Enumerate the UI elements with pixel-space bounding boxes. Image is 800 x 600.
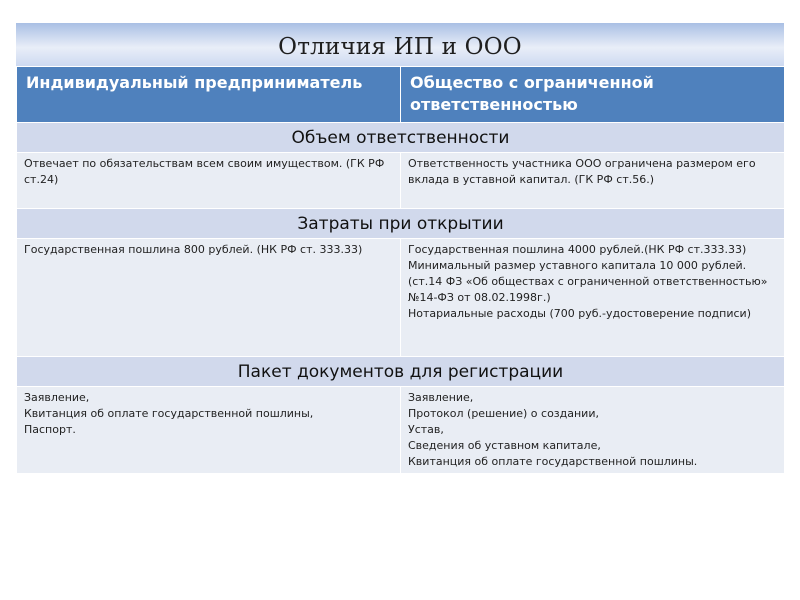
section-row-documents <box>17 357 785 387</box>
table-row-documents <box>17 387 785 474</box>
section-row-liability <box>17 123 785 153</box>
cell-liability-llc: Ответственность участника ООО ограничена размером его вклада в уставной капитал. (ГК РФ ст.56.) <box>401 153 785 209</box>
section-row-costs <box>17 209 785 239</box>
cell-costs-sole-proprietor: Государственная пошлина 800 рублей. (НК РФ ст. 333.33) <box>17 239 401 357</box>
section-title-documents: Пакет документов для регистрации <box>17 357 785 387</box>
header-llc: Общество с ограниченной ответственностью <box>401 67 785 123</box>
table-row-liability <box>17 153 785 209</box>
cell-documents-llc: Заявление, Протокол (решение) о создании, Устав, Сведения об уставном капитале, Квитанция об оплате государственной пошлины. <box>401 387 785 474</box>
slide-title-bar <box>16 23 784 70</box>
cell-liability-sole-proprietor: Отвечает по обязательствам всем своим имуществом. (ГК РФ ст.24) <box>17 153 401 209</box>
cell-documents-sole-proprietor: Заявление, Квитанция об оплате государственной пошлины, Паспорт. <box>17 387 401 474</box>
section-title-liability: Объем ответственности <box>17 123 785 153</box>
slide-title: Отличия ИП и ООО <box>278 34 522 60</box>
section-title-costs: Затраты при открытии <box>17 209 785 239</box>
cell-costs-llc: Государственная пошлина 4000 рублей.(НК РФ ст.333.33) Минимальный размер уставного капитала 10 000 рублей. (ст.14 ФЗ «Об обществах с ограниченной ответственностью» №14-ФЗ от 08.02.1998г.) Нотариальные расходы (700 руб.-удостоверение подписи) <box>401 239 785 357</box>
table-row-costs <box>17 239 785 357</box>
comparison-table <box>16 66 785 474</box>
table-header-row <box>17 67 785 123</box>
header-sole-proprietor: Индивидуальный предприниматель <box>17 67 401 123</box>
